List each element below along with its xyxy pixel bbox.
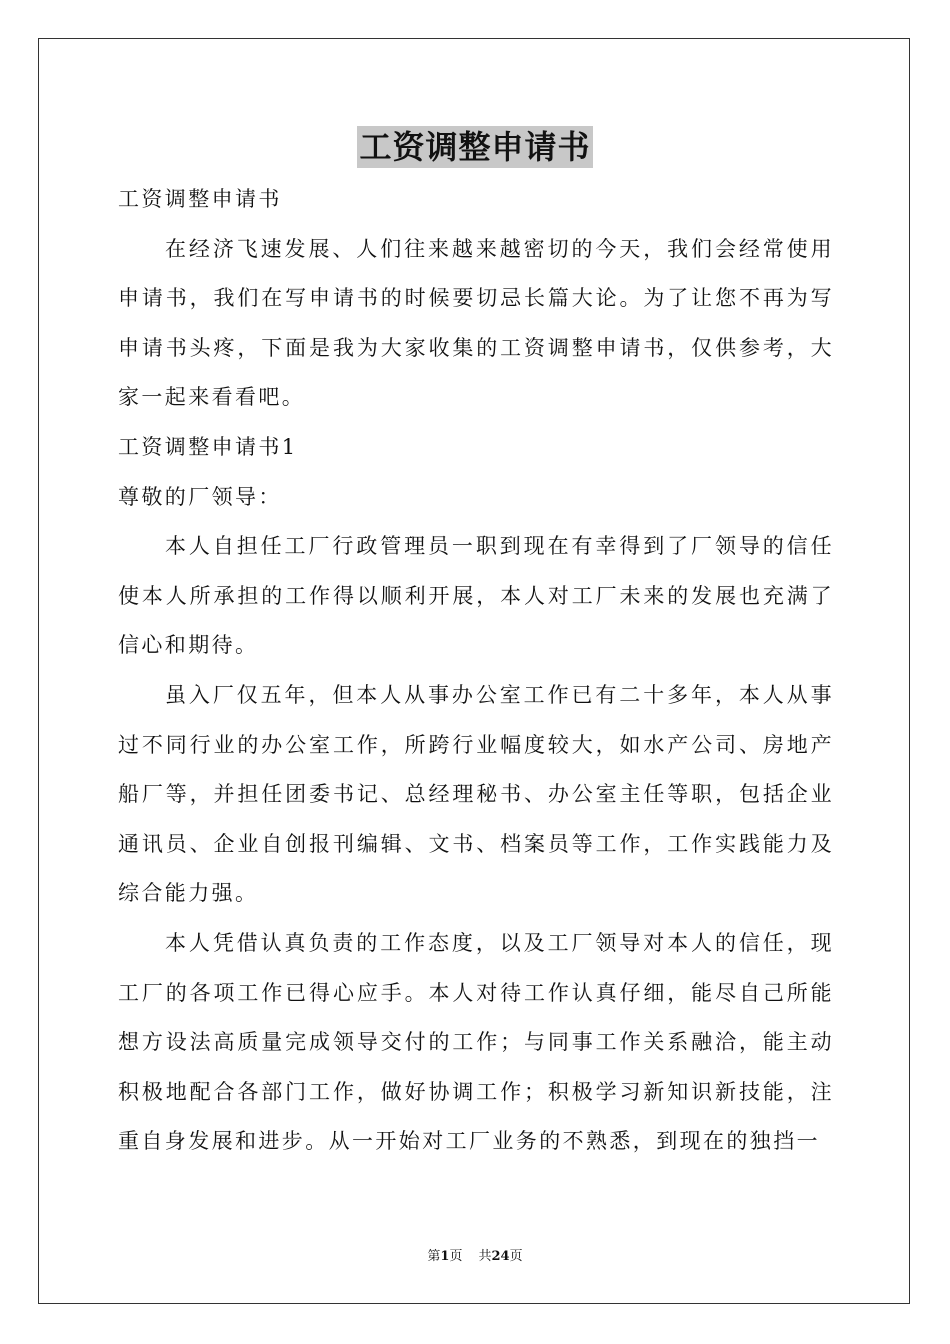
body-paragraph: 尊敬的厂领导： [118,484,282,509]
document-title: 工资调整申请书 [359,128,591,166]
body-paragraph: 虽入厂仅五年，但本人从事办公室工作已有二十多年，本人从事过不同行业的办公室工作，所跨行业幅度较大，如水产公司、房地产船厂等，并担任团委书记、总经理秘书、办公室主任等职，包括企业通讯员、企业自创报刊编辑、文书、档案员等工作，工作实践能力及综合能力强。 [118,682,834,906]
page-footer [0,1248,950,1266]
body-paragraph: 工资调整申请书 [118,187,282,211]
body-paragraph: 本人自担任工厂行政管理员一职到现在有幸得到了厂领导的信任使本人所承担的工作得以顺利开展，本人对工厂未来的发展也充满了信心和期待。 [118,534,834,658]
body-paragraph: 在经济飞速发展、人们往来越来越密切的今天，我们会经常使用申请书，我们在写申请书的时候要切忌长篇大论。为了让您不再为写申请书头疼，下面是我为大家收集的工资调整申请书，仅供参考，大家一起来看看吧。 [118,236,834,410]
current-page-number: 1 [440,1249,450,1264]
body-paragraph: 本人凭借认真负责的工作态度，以及工厂领导对本人的信任，现工厂的各项工作已得心应手。本人对待工作认真仔细，能尽自己所能想方设法高质量完成领导交付的工作；与同事工作关系融洽，能主动积极地配合各部门工作，做好协调工作；积极学习新知识新技能，注重自身发展和进步。从一开始对工厂业务的不熟悉，到现在的独挡一 [118,930,834,1154]
page-prefix: 第 [427,1249,441,1264]
total-suffix: 页 [509,1249,523,1264]
total-prefix: 共 [478,1249,492,1264]
title-container [0,126,950,168]
total-page-count: 24 [491,1249,510,1264]
document-body [118,175,834,1167]
body-paragraph: 工资调整申请书1 [118,434,298,459]
page-suffix: 页 [449,1249,463,1264]
